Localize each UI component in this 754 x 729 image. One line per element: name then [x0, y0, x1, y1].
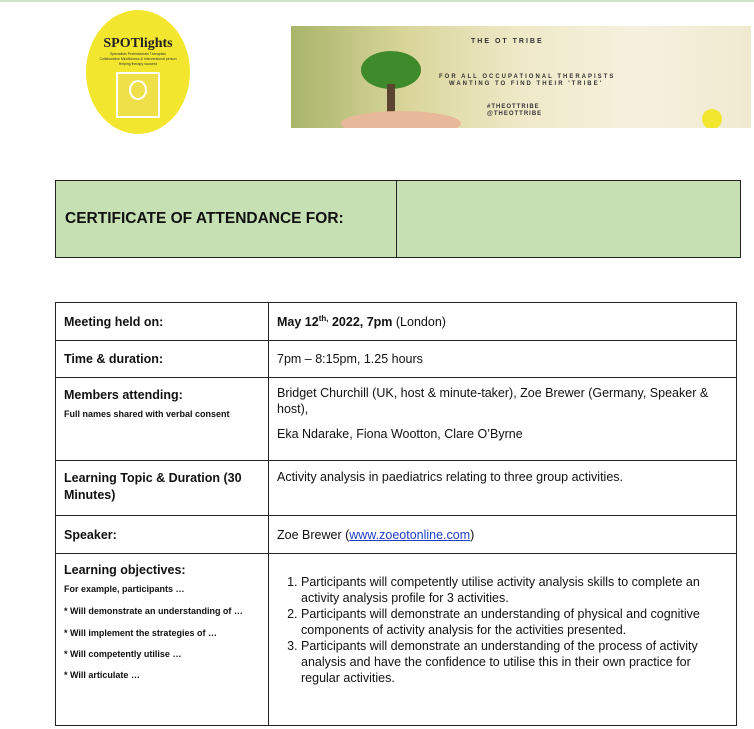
topic-value: Activity analysis in paediatrics relating to three group activities.: [269, 461, 737, 516]
objectives-example: For example, participants …: [64, 584, 185, 594]
spotlights-logo: [86, 10, 190, 134]
objective-item: 2. Participants will demonstrate an understanding of physical and cognitive components of activity analysis for the activities presented.: [301, 606, 728, 638]
speaker-label: Speaker:: [56, 516, 269, 554]
banner-title: THE OT TRIBE: [471, 38, 544, 45]
top-border: [0, 0, 754, 2]
time-label: Time & duration:: [56, 341, 269, 378]
meeting-location: (London): [392, 315, 446, 330]
objective-item: 1. Participants will competently utilise activity analysis skills to complete an activity analysis profile for 3 activities.: [301, 574, 728, 606]
speaker-value: [269, 516, 737, 554]
objectives-cell: [56, 554, 269, 726]
logo-title: SPOTlights: [103, 36, 173, 51]
meeting-date-sup: th,: [318, 313, 329, 323]
mini-logo: [702, 109, 722, 128]
meeting-details-table: [55, 302, 737, 726]
certificate-table: [55, 180, 741, 258]
speaker-name: Zoe Brewer (: [277, 527, 350, 542]
hands-image: [341, 111, 461, 128]
lightbulb-icon: [116, 72, 160, 118]
speaker-website-link[interactable]: www.zoeotonline.com: [349, 527, 471, 542]
members-cell: [56, 378, 269, 461]
tree-trunk: [387, 84, 395, 114]
speaker-close: ): [470, 527, 475, 542]
members-cell-value: [269, 378, 737, 461]
logo-line: Specialists Professionals Therapists: [110, 52, 166, 56]
meeting-value: [269, 303, 737, 341]
objectives-example: * Will articulate …: [64, 670, 140, 680]
meeting-date: May 12: [277, 315, 319, 330]
members-line-1: Bridget Churchill (UK, host & minute-taker), Zoe Brewer (Germany, Speaker & host),: [277, 386, 709, 416]
objectives-label: Learning objectives:: [64, 563, 186, 577]
logo-line: Helping therapy succeed: [118, 62, 158, 66]
objectives-example: * Will demonstrate an understanding of …: [64, 606, 243, 616]
meeting-date-rest: 2022, 7pm: [328, 315, 393, 330]
objectives-list-cell: [269, 554, 737, 726]
members-note: Full names shared with verbal consent: [64, 409, 230, 419]
members-label: Members attending:: [64, 388, 183, 402]
time-value: 7pm – 8:15pm, 1.25 hours: [269, 341, 737, 378]
banner-hashtag: #THEOTTRIBE: [487, 104, 540, 110]
topic-label: Learning Topic & Duration (30 Minutes): [56, 461, 269, 516]
members-line-2: Eka Ndarake, Fiona Wootton, Clare O’Byrne: [277, 427, 523, 441]
objective-item: 3. Participants will demonstrate an understanding of the process of activity analysis and have the confidence to utilise this in their own practice for regular activities.: [301, 638, 728, 686]
objectives-example: * Will competently utilise …: [64, 649, 182, 659]
logo-line: Collaborative Mindfulness & Interventional person: [99, 57, 177, 61]
banner-tagline-1: FOR ALL OCCUPATIONAL THERAPISTS: [439, 74, 616, 80]
certificate-name-field[interactable]: [397, 181, 741, 258]
ot-tribe-banner: [291, 26, 751, 128]
banner-handle: @THEOTTRIBE: [487, 111, 543, 117]
meeting-label: Meeting held on:: [56, 303, 269, 341]
certificate-label: CERTIFICATE OF ATTENDANCE FOR:: [56, 181, 397, 258]
objectives-list: [277, 574, 728, 686]
objectives-example: * Will implement the strategies of …: [64, 628, 217, 638]
banner-tagline-2: WANTING TO FIND THEIR 'TRIBE': [449, 81, 604, 87]
